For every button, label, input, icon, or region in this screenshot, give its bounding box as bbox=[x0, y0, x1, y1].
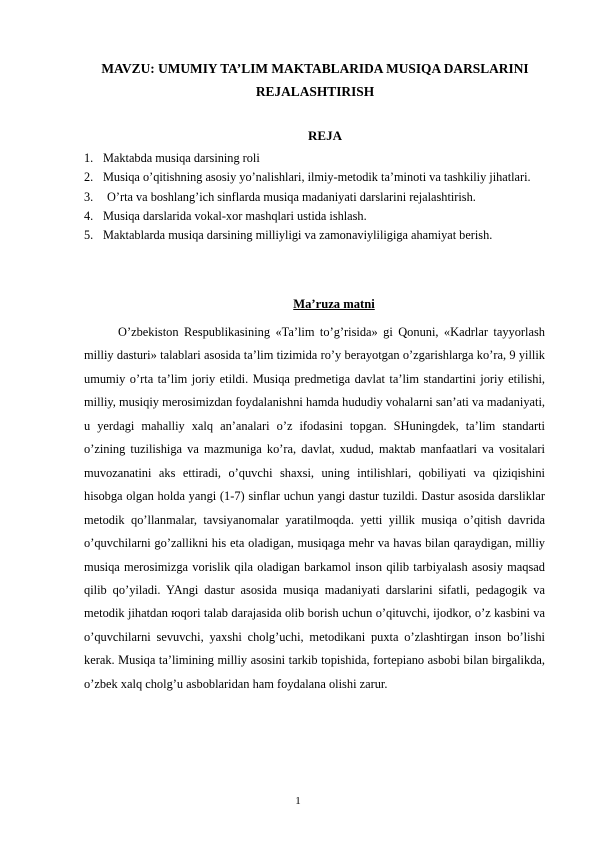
plan-item-number: 5. bbox=[84, 228, 94, 243]
plan-item-number: 1. bbox=[84, 151, 94, 165]
plan-item-text: O’rta va boshlang’ich sinflarda musiqa madaniyati darslarini rejalashtirish. bbox=[107, 189, 476, 204]
plan-item bbox=[84, 168, 544, 187]
plan-item-number: 2. bbox=[84, 170, 94, 185]
plan-item-number: 3. bbox=[84, 189, 94, 204]
plan-item-text: Maktablarda musiqa darsining milliyligi va zamonaviyliligiga ahamiyat berish. bbox=[103, 228, 493, 243]
plan-item-text: Musiqa darslarida vokal-xor mashqlari ustida ishlash. bbox=[103, 208, 367, 223]
plan-item-number: 4. bbox=[84, 208, 94, 223]
plan-heading: REJA bbox=[308, 128, 342, 143]
lecture-paragraph: O’zbekiston Respublikasining «Ta’lim to’g’risida» gi Qonuni, «Kadrlar tayyorlash milliy dasturi» talablari asosida ta’lim tizimida ro’y berayotgan o’zgarishlarga ko’ra, 9 yillik umumiy o’rta ta’lim joriy etildi. Musiqa predmetiga davlat ta’lim standartini joriy etilishi, milliy, musiqiy merosimizdan foydalanishni hamda hududiy vohalarni san’ati va madaniyati, u yerdagi mahalliy xalq an’analari o’z ifodasini topgan. SHuningdek, ta’lim standarti o’zining tuzilishiga va mazmuniga ko’ra, davlat, xudud, maktab manfaatlari va vositalari muvozanatini aks ettiradi, o’quvchi shaxsi, uning intilishlari, qobiliyati va qiziqishini hisobga olgan holda yangi (1-7) sinflar uchun yangi dastur tuzildi. Dastur asosida darsliklar metodik qo’llanmalar, tavsiyanomalar yaratilmoqda. yetti yillik musiqa o’qitish davrida o’quvchilarni go’zallikni his eta oladigan, musiqaga mehr va havas bilan qaraydigan, milliy musiqa merosimizga vorislik qila oladigan barkamol inson qilib tarbiyalash asosiy maqsad qilib qo’yiladi. YAngi dastur asosida musiqa madaniyati darslarini sifatli, pedagogik va metodik jihatdan юqori talab darajasida olib borish uchun o’qituvchi, ijodkor, o’z kasbini va o’quvchilarni sevuvchi, yaxshi cholg’uchi, metodikani puxta o’zlashtirgan inson bo’lishi kerak. Musiqa ta’limining milliy asosini tarkib topishida, fortepiano asbobi bilan birgalikda, o’zbek xalq cholg’u asboblaridan ham foydalana olishi zarur. bbox=[84, 325, 545, 691]
document-title: MAVZU: UMUMIY TA’LIM MAKTABLARIDA MUSIQA DARSLARINI REJALASHTIRISH bbox=[101, 61, 529, 99]
plan-item bbox=[84, 226, 544, 245]
page-number: 1 bbox=[295, 795, 301, 807]
plan-item-text: Maktabda musiqa darsining roli bbox=[103, 151, 260, 165]
plan-item bbox=[84, 207, 544, 226]
plan-item bbox=[84, 149, 544, 168]
plan-item bbox=[84, 188, 544, 207]
plan-item-text: Musiqa o’qitishning asosiy yo’nalishlari, ilmiy-metodik ta’minoti va tashkiliy jihatlari. bbox=[103, 170, 531, 185]
section-heading: Ma’ruza matni bbox=[293, 297, 375, 311]
plan-list bbox=[84, 149, 544, 245]
